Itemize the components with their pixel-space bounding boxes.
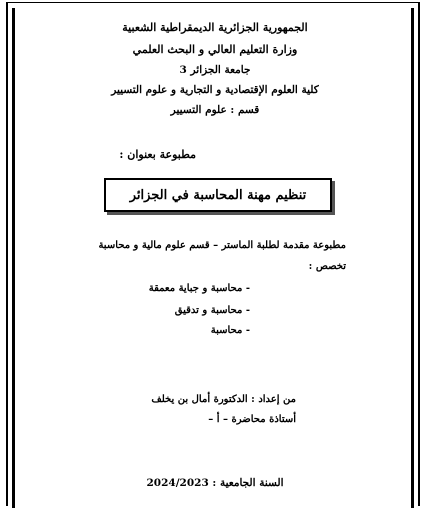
faculty-heading: كلية العلوم الإقتصادية و التجارية و علوم التسيير (111, 84, 319, 96)
document-title: تنظيم مهنة المحاسبة في الجزائر (129, 187, 307, 203)
author-line: من إعداد : الدكتورة أمال بن يخلف (151, 394, 296, 405)
university-heading: جامعة الجزائر 3 (179, 64, 251, 76)
ministry-heading: وزارة التعليم العالي و البحث العلمي (132, 43, 298, 56)
specialization-label: تخصص : (308, 261, 346, 272)
author-rank: أستاذة محاضرة – أ – (208, 414, 296, 425)
department-heading: قسم : علوم التسيير (170, 104, 260, 116)
inner-border (12, 8, 414, 508)
audience-line: مطبوعة مقدمة لطلبة الماستر – قسم علوم مالية و محاسبة (98, 240, 346, 251)
specialization-item: - محاسبة و جباية معمقة (148, 283, 250, 294)
academic-year: السنة الجامعية : 2024/2023 (146, 477, 284, 489)
republic-heading: الجمهورية الجزائرية الديمقراطية الشعبية (122, 21, 308, 34)
specialization-item: - محاسبة (210, 325, 250, 336)
subtitle-label: مطبوعة بعنوان : (119, 148, 196, 161)
specialization-item: - محاسبة و تدقيق (174, 305, 250, 316)
document-title-box (104, 178, 332, 212)
